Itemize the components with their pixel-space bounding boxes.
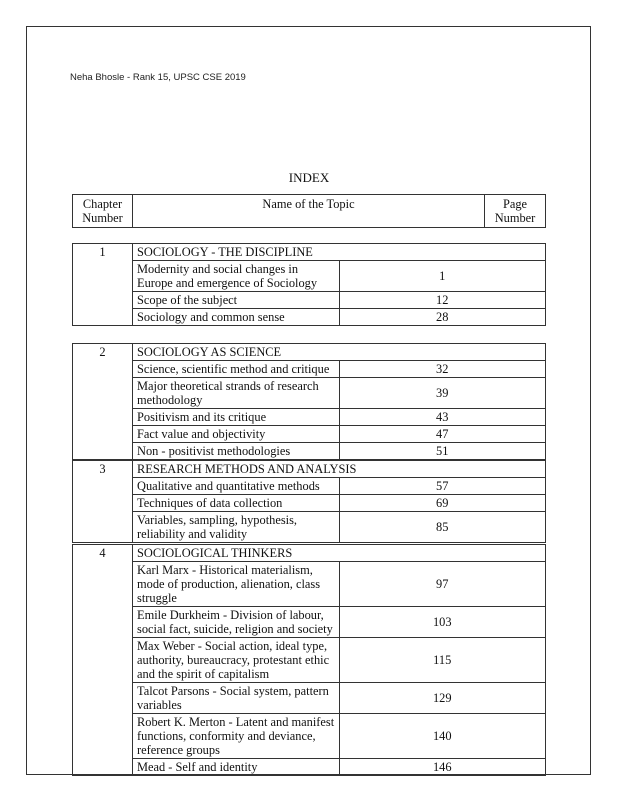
topic-name: Robert K. Merton - Latent and manifest functions, conformity and deviance, reference groups bbox=[133, 714, 340, 759]
topic-row bbox=[73, 759, 546, 776]
topic-page-number: 47 bbox=[339, 426, 546, 443]
topic-name: Major theoretical strands of research methodology bbox=[133, 378, 340, 409]
chapter-title-row bbox=[73, 344, 546, 361]
topic-page-number: 115 bbox=[339, 638, 546, 683]
header-topic-name: Name of the Topic bbox=[133, 195, 485, 228]
topic-name: Emile Durkheim - Division of labour, social fact, suicide, religion and society bbox=[133, 607, 340, 638]
topic-name: Variables, sampling, hypothesis, reliability and validity bbox=[133, 512, 340, 543]
index-title: INDEX bbox=[288, 170, 330, 185]
topic-name: Fact value and objectivity bbox=[133, 426, 340, 443]
topic-name: Sociology and common sense bbox=[133, 309, 340, 326]
topic-name: Non - positivist methodologies bbox=[133, 443, 340, 460]
topic-name: Positivism and its critique bbox=[133, 409, 340, 426]
topic-name: Techniques of data collection bbox=[133, 495, 340, 512]
topic-page-number: 32 bbox=[339, 361, 546, 378]
chapter-title-row bbox=[73, 461, 546, 478]
topic-row bbox=[73, 426, 546, 443]
topic-name: Karl Marx - Historical materialism, mode of production, alienation, class struggle bbox=[133, 562, 340, 607]
author-line: Neha Bhosle - Rank 15, UPSC CSE 2019 bbox=[70, 72, 246, 83]
topic-name: Mead - Self and identity bbox=[133, 759, 340, 776]
topic-name: Qualitative and quantitative methods bbox=[133, 478, 340, 495]
topic-row bbox=[73, 443, 546, 460]
topic-row bbox=[73, 607, 546, 638]
topic-row bbox=[73, 361, 546, 378]
topic-row bbox=[73, 478, 546, 495]
topic-page-number: 57 bbox=[339, 478, 546, 495]
topic-row bbox=[73, 512, 546, 543]
topic-name: Talcot Parsons - Social system, pattern variables bbox=[133, 683, 340, 714]
chapter-title: SOCIOLOGY - THE DISCIPLINE bbox=[133, 244, 546, 261]
chapter-title: SOCIOLOGICAL THINKERS bbox=[133, 545, 546, 562]
topic-page-number: 97 bbox=[339, 562, 546, 607]
chapter-table-2 bbox=[72, 343, 546, 460]
topic-row bbox=[73, 562, 546, 607]
topic-name: Scope of the subject bbox=[133, 292, 340, 309]
topic-name: Modernity and social changes in Europe and emergence of Sociology bbox=[133, 261, 340, 292]
topic-row bbox=[73, 409, 546, 426]
chapter-number: 4 bbox=[73, 545, 133, 776]
topic-row bbox=[73, 495, 546, 512]
chapter-number: 1 bbox=[73, 244, 133, 326]
chapter-table-3 bbox=[72, 460, 546, 543]
topic-page-number: 103 bbox=[339, 607, 546, 638]
chapter-title-row bbox=[73, 545, 546, 562]
topic-page-number: 39 bbox=[339, 378, 546, 409]
topic-row bbox=[73, 378, 546, 409]
topic-page-number: 85 bbox=[339, 512, 546, 543]
topic-page-number: 51 bbox=[339, 443, 546, 460]
topic-page-number: 69 bbox=[339, 495, 546, 512]
header-row bbox=[73, 195, 546, 228]
topic-page-number: 140 bbox=[339, 714, 546, 759]
topic-page-number: 1 bbox=[339, 261, 546, 292]
header-page-number: Page Number bbox=[485, 195, 546, 228]
topic-row bbox=[73, 292, 546, 309]
chapter-number: 2 bbox=[73, 344, 133, 460]
index-header-table bbox=[72, 194, 546, 228]
chapter-table-4 bbox=[72, 544, 546, 776]
topic-page-number: 146 bbox=[339, 759, 546, 776]
topic-row bbox=[73, 638, 546, 683]
header-chapter-number: Chapter Number bbox=[73, 195, 133, 228]
topic-page-number: 28 bbox=[339, 309, 546, 326]
topic-page-number: 43 bbox=[339, 409, 546, 426]
topic-row bbox=[73, 714, 546, 759]
topic-page-number: 12 bbox=[339, 292, 546, 309]
topic-row bbox=[73, 261, 546, 292]
topic-name: Max Weber - Social action, ideal type, authority, bureaucracy, protestant ethic and the spirit of capitalism bbox=[133, 638, 340, 683]
chapter-title: RESEARCH METHODS AND ANALYSIS bbox=[133, 461, 546, 478]
chapter-title: SOCIOLOGY AS SCIENCE bbox=[133, 344, 546, 361]
chapter-title-row bbox=[73, 244, 546, 261]
chapter-number: 3 bbox=[73, 461, 133, 543]
topic-row bbox=[73, 309, 546, 326]
topic-page-number: 129 bbox=[339, 683, 546, 714]
chapter-table-1 bbox=[72, 243, 546, 326]
topic-name: Science, scientific method and critique bbox=[133, 361, 340, 378]
topic-row bbox=[73, 683, 546, 714]
